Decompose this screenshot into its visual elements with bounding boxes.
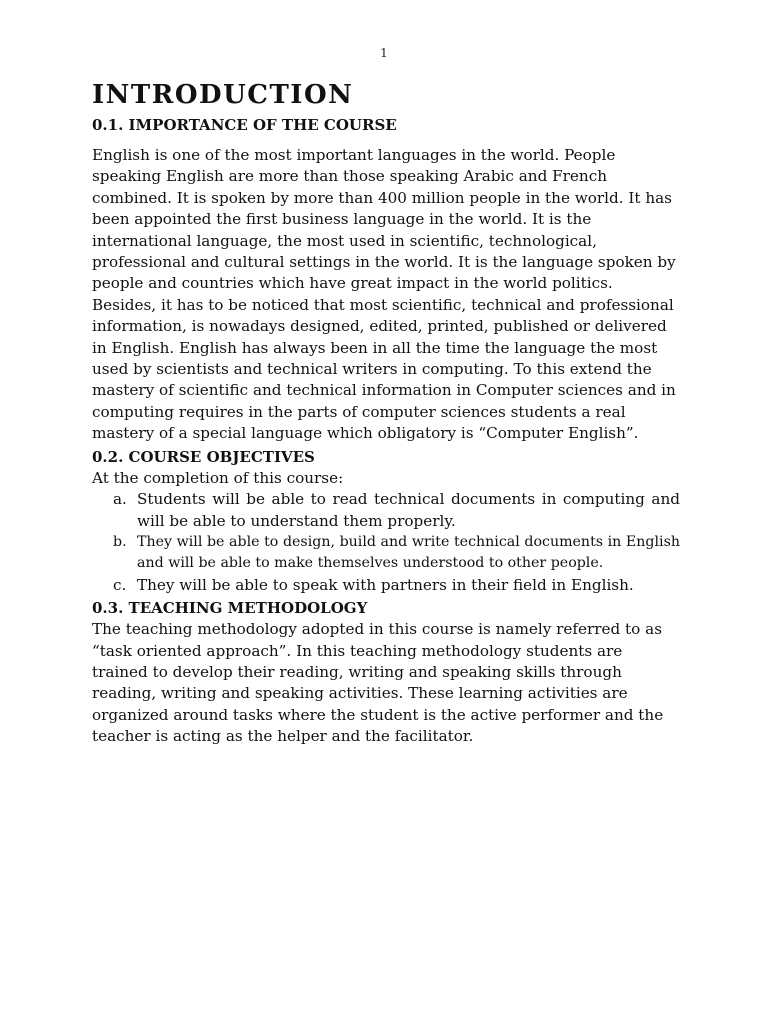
page-number: 1 — [380, 46, 388, 60]
list-item-text: Students will be able to read technical documents in computing and will be able to understand them properly. — [137, 490, 680, 530]
page-content — [92, 78, 680, 748]
list-marker: c. — [113, 575, 127, 594]
list-item-text: They will be able to design, build and write technical documents in English and will be able to make themselves understood to other people. — [137, 533, 680, 572]
list-item — [113, 532, 680, 575]
importance-paragraph: English is one of the most important languages in the world. People speaking English are more than those speaking Arabic and French combined. It is spoken by more than 400 million people in the world. It has been appointed the first business language in the world. It is the international language, the most used in scientific, technological, professional and cultural settings in the world. It is the language spoken by people and countries which have great impact in the world politics. Besides, it has to be noticed that most scientific, technical and professional information, is nowadays designed, edited, printed, published or delivered in English. English has always been in all the time the language the most used by scientists and technical writers in computing. To this extend the mastery of scientific and technical information in Computer sciences and in computing requires in the parts of computer sciences students a real mastery of a special language which obligatory is “Computer English”. — [92, 146, 676, 443]
list-item — [113, 575, 680, 596]
list-item-text: They will be able to speak with partners in their field in English. — [137, 575, 634, 594]
list-item — [113, 489, 680, 532]
section-heading-methodology: 0.3. TEACHING METHODOLOGY — [92, 599, 368, 618]
methodology-paragraph: The teaching methodology adopted in this course is namely referred to as “task oriented approach”. In this teaching methodology students are trained to develop their reading, writing and speaking skills through reading, writing and speaking activities. These learning activities are organized around tasks where the student is the active performer and the teacher is acting as the helper and the facilitator. — [92, 620, 664, 746]
list-marker: b. — [113, 533, 127, 550]
section-heading-objectives: 0.2. COURSE OBJECTIVES — [92, 447, 315, 466]
list-marker: a. — [113, 490, 127, 509]
section-heading-importance: 0.1. IMPORTANCE OF THE COURSE — [92, 116, 397, 134]
document-title: INTRODUCTION — [92, 80, 354, 110]
objectives-intro: At the completion of this course: — [92, 468, 344, 487]
objectives-list — [92, 489, 680, 596]
